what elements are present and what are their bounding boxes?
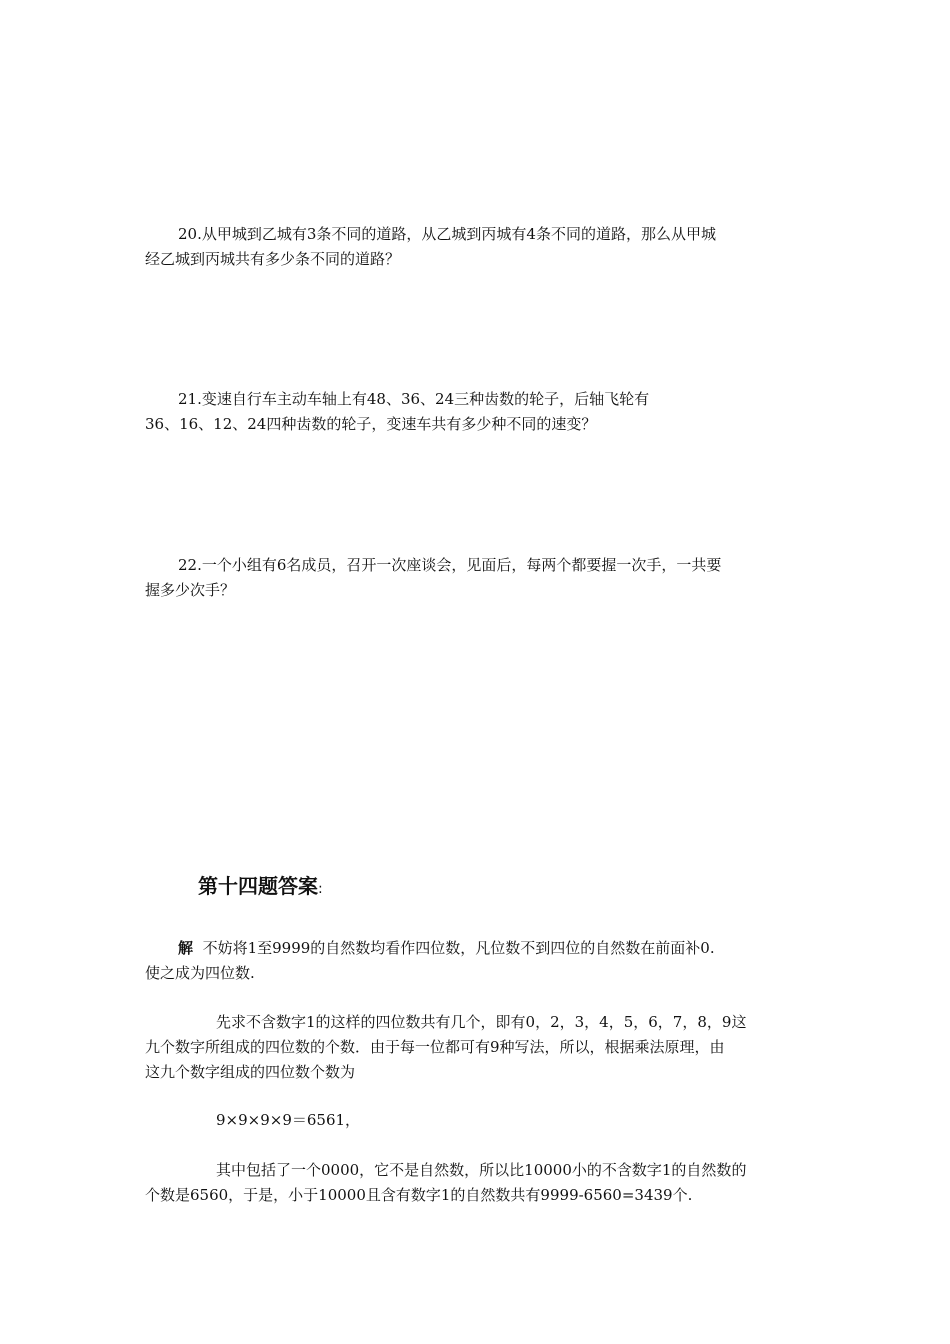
answer-p1-line-2: 使之成为四位数. <box>145 964 255 982</box>
question-21-line-2: 36、16、12、24四种齿数的轮子，变速车共有多少种不同的速变？ <box>145 415 597 433</box>
question-21-line-1: 21.变速自行车主动车轴上有48、36、24三种齿数的轮子，后轴飞轮有 <box>178 390 650 408</box>
answer-p3-line-1: 其中包括了一个0000，它不是自然数，所以比10000小的不含数字1的自然数的 <box>216 1161 747 1179</box>
answer-heading-colon: : <box>318 881 323 897</box>
answer-p1-line-1-text: 不妨将1至9999的自然数均看作四位数，凡位数不到四位的自然数在前面补0. <box>202 939 715 957</box>
answer-p2-line-2: 九个数字所组成的四位数的个数．由于每一位都可有9种写法，所以，根据乘法原理，由 <box>145 1038 725 1056</box>
answer-p1-line-1 <box>178 938 838 958</box>
solution-label: 解 <box>178 939 194 957</box>
question-20-line-1: 20.从甲城到乙城有3条不同的道路，从乙城到丙城有4条不同的道路，那么从甲城 <box>178 225 716 243</box>
answer-p2-line-1: 先求不含数字1的这样的四位数共有几个，即有0，2，3，4，5，6，7，8，9这 <box>216 1013 747 1031</box>
answer-formula: 9×9×9×9＝6561， <box>216 1111 361 1129</box>
question-22-line-2: 握多少次手？ <box>145 581 236 599</box>
answer-heading-text: 第十四题答案 <box>198 874 318 898</box>
question-22-line-1: 22.一个小组有6名成员，召开一次座谈会，见面后，每两个都要握一次手，一共要 <box>178 556 722 574</box>
answer-p2-line-3: 这九个数字组成的四位数个数为 <box>145 1063 356 1081</box>
question-20-line-2: 经乙城到丙城共有多少条不同的道路？ <box>145 250 401 268</box>
answer-heading <box>198 873 323 902</box>
answer-p3-line-2: 个数是6560，于是，小于10000且含有数字1的自然数共有9999-6560=3439个. <box>145 1186 693 1204</box>
